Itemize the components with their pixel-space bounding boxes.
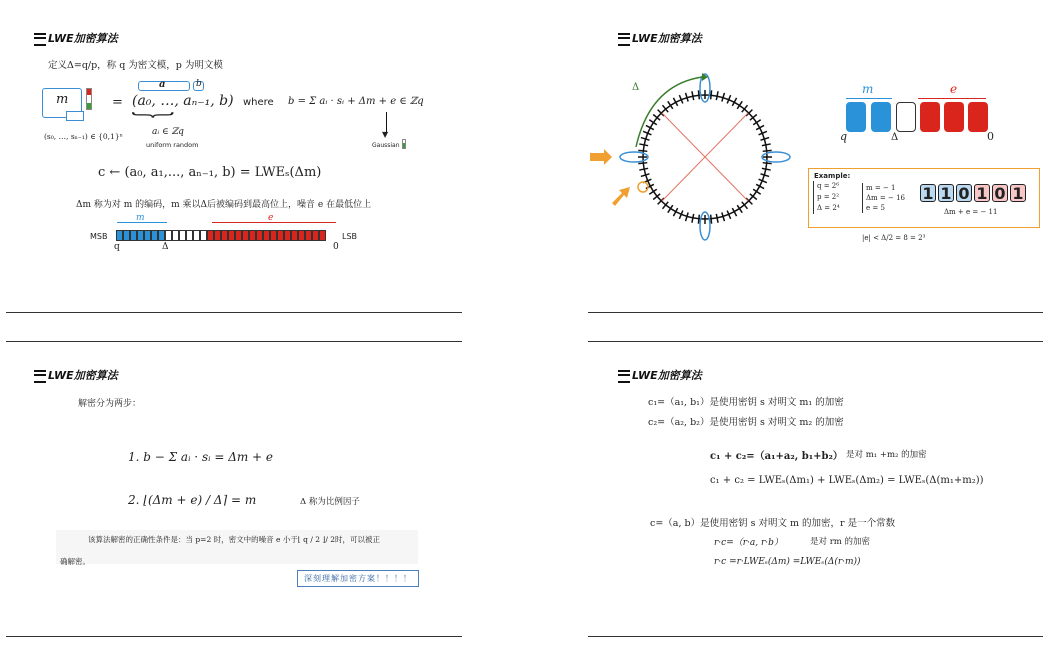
bit-digit: 1 xyxy=(938,184,954,202)
menu-icon xyxy=(34,370,46,383)
pointer-arrow-icon xyxy=(612,187,630,206)
bit-cell xyxy=(263,230,270,241)
param-delta: Δ = 2⁴ xyxy=(817,204,840,212)
brace: } xyxy=(126,110,179,120)
bit-cell xyxy=(228,230,235,241)
uniform-label: uniform random xyxy=(146,141,199,149)
menu-icon xyxy=(618,370,630,383)
bit-cell xyxy=(284,230,291,241)
slide-title: LWE加密算法 xyxy=(34,30,118,46)
value-m: m = − 1 xyxy=(866,184,896,192)
divider xyxy=(6,636,462,637)
bit-cell xyxy=(221,230,228,241)
bit-cell xyxy=(270,230,277,241)
sum-lwe-formula: c₁ + c₂ = LWEₛ(Δm₁) + LWEₛ(Δm₂) = LWEₛ(Δ(m₁+m₂)) xyxy=(710,475,984,486)
pointer-arrow-icon xyxy=(590,149,612,165)
slide-title: LWE加密算法 xyxy=(618,367,702,383)
step-2-formula: 2. ⌊(Δm + e) / Δ⌉ = m xyxy=(128,493,257,507)
empty-bit-block xyxy=(896,102,916,132)
scalar-lwe-formula: r·c =r·LWEₛ(Δm) =LWEₛ(Δ(r·m)) xyxy=(714,557,861,567)
divider xyxy=(588,341,1043,342)
gaussian-gauge-icon xyxy=(402,139,406,149)
bit-cell xyxy=(172,230,179,241)
divider xyxy=(6,341,462,342)
menu-icon xyxy=(618,33,630,46)
modulus-circle-diagram xyxy=(590,65,800,245)
deep-understanding-button[interactable]: 深刻理解加密方案！！！！ xyxy=(297,570,419,587)
e-range-line xyxy=(212,222,336,223)
bit-cell xyxy=(249,230,256,241)
e-bit-block xyxy=(944,102,964,132)
bit-cell xyxy=(116,230,123,241)
intro-text: 解密分为两步： xyxy=(78,399,142,409)
bit-cell xyxy=(151,230,158,241)
q-label: q xyxy=(114,242,120,252)
scalar-note: 是对 rm 的加密 xyxy=(810,537,871,547)
m-bit-block xyxy=(871,102,891,132)
bit-digit: 1 xyxy=(974,184,990,202)
ai-constraint: aᵢ ∈ ℤq xyxy=(152,127,184,137)
bar-m-label: m xyxy=(136,213,145,223)
divider xyxy=(588,636,1043,637)
b-label: b xyxy=(196,79,202,89)
delta-label: Δ xyxy=(162,242,169,252)
bit-bar xyxy=(116,230,326,241)
e-bit-block xyxy=(920,102,940,132)
value-delta-m: Δm = − 16 xyxy=(866,194,906,202)
q-label: q xyxy=(840,130,848,143)
m-range-line xyxy=(846,98,892,99)
definition-text: 定义Δ=q/p，称 q 为密文模，p 为明文模 xyxy=(48,60,223,71)
correctness-line-1: 该算法解密的正确性条件是：当 p=2 时，密文中的噪音 e 小于⌊ q / 2 ⌋/ 2时，可以被正 xyxy=(88,535,381,544)
bar-e-label: e xyxy=(268,213,274,223)
slide-title: LWE加密算法 xyxy=(618,30,702,46)
bit-digit: 1 xyxy=(920,184,936,202)
param-p: p = 2² xyxy=(817,193,840,201)
bit-cell xyxy=(179,230,186,241)
bit-cell xyxy=(277,230,284,241)
zero-label: 0 xyxy=(333,242,339,252)
encoding-text: Δm 称为对 m 的编码，m 乘以Δ后被编码到最高位上，噪音 e 在最低位上 xyxy=(76,200,372,210)
step-1-formula: 1. b − Σ aᵢ · sᵢ = Δm + e xyxy=(128,450,274,464)
scalar-formula: r·c=（r·a, r·b） xyxy=(714,538,783,548)
gauge-icon xyxy=(86,88,92,110)
bit-cell xyxy=(214,230,221,241)
divider xyxy=(588,312,1043,313)
bit-caption: Δm + e = − 11 xyxy=(944,208,998,216)
bit-cell xyxy=(144,230,151,241)
bit-cell xyxy=(200,230,207,241)
m-label: m xyxy=(862,82,874,96)
example-title: Example: xyxy=(814,172,851,180)
bit-cell xyxy=(256,230,263,241)
a-vector-label: a xyxy=(159,79,166,90)
bit-cell xyxy=(207,230,214,241)
bit-cell xyxy=(137,230,144,241)
e-bit-block xyxy=(968,102,988,132)
bit-cell xyxy=(158,230,165,241)
bit-digit: 1 xyxy=(1010,184,1026,202)
key-constraint: (s₀, …, sₙ₋₁) ∈ {0,1}ⁿ xyxy=(44,132,123,141)
sum-note: 是对 m₁ +m₂ 的加密 xyxy=(846,450,927,460)
msb-label: MSB xyxy=(90,232,108,241)
bit-cell xyxy=(193,230,200,241)
scale-note: Δ 称为比例因子 xyxy=(300,497,360,507)
value-e: e = 5 xyxy=(866,204,885,212)
scalar-intro-line: c=（a, b）是使用密钥 s 对明文 m 的加密，r 是一个常数 xyxy=(650,518,896,529)
b-formula: b = Σ aᵢ · sᵢ + Δm + e ∈ ℤq xyxy=(288,96,424,107)
param-q: q = 2⁶ xyxy=(817,182,840,190)
ciphertext-tuple: (a₀, …, aₙ₋₁, b) xyxy=(132,93,234,109)
bit-cell xyxy=(242,230,249,241)
bit-cell xyxy=(298,230,305,241)
bit-cell xyxy=(312,230,319,241)
gaussian-label: Gaussian xyxy=(372,142,400,149)
bit-cell xyxy=(291,230,298,241)
bit-cell xyxy=(235,230,242,241)
bit-cell xyxy=(186,230,193,241)
slide-title: LWE加密算法 xyxy=(34,367,118,383)
bit-digit: 0 xyxy=(956,184,972,202)
arrow-head-icon: ▼ xyxy=(382,130,389,139)
delta-arc-label: Δ xyxy=(632,82,640,93)
bit-cell xyxy=(319,230,326,241)
divider xyxy=(6,312,462,313)
key-box xyxy=(66,111,84,121)
bit-sequence xyxy=(920,184,1028,203)
where-label: where xyxy=(243,97,274,108)
bit-digit: 0 xyxy=(992,184,1008,202)
e-range-line xyxy=(918,98,986,99)
example-values xyxy=(862,183,905,213)
bit-cell xyxy=(165,230,172,241)
bit-cell xyxy=(130,230,137,241)
lsb-label: LSB xyxy=(342,232,358,241)
bit-cell xyxy=(305,230,312,241)
ciphertext-formula: c ← (a₀, a₁,..., aₙ₋₁, b) = LWEₛ(Δm) xyxy=(98,165,322,180)
correctness-line-2: 确解密。 xyxy=(60,557,90,566)
error-bound: |e| < Δ/2 = 8 = 2³ xyxy=(862,234,926,242)
menu-icon xyxy=(34,33,46,46)
zero-label: 0 xyxy=(987,130,994,143)
equals-sign: = xyxy=(112,95,123,110)
example-params xyxy=(813,181,840,214)
highlight-circle xyxy=(638,182,648,192)
message-label: m xyxy=(56,92,69,107)
m-bit-block xyxy=(846,102,866,132)
ciphertext-1-line: c₁=（a₁, b₁）是使用密钥 s 对明文 m₁ 的加密 xyxy=(648,397,844,408)
ciphertext-2-line: c₂=（a₂, b₂）是使用密钥 s 对明文 m₂ 的加密 xyxy=(648,417,844,428)
bit-cell xyxy=(123,230,130,241)
sum-formula: c₁ + c₂=（a₁+a₂, b₁+b₂） xyxy=(710,451,843,462)
delta-label: Δ xyxy=(891,132,899,143)
e-label: e xyxy=(950,82,958,96)
